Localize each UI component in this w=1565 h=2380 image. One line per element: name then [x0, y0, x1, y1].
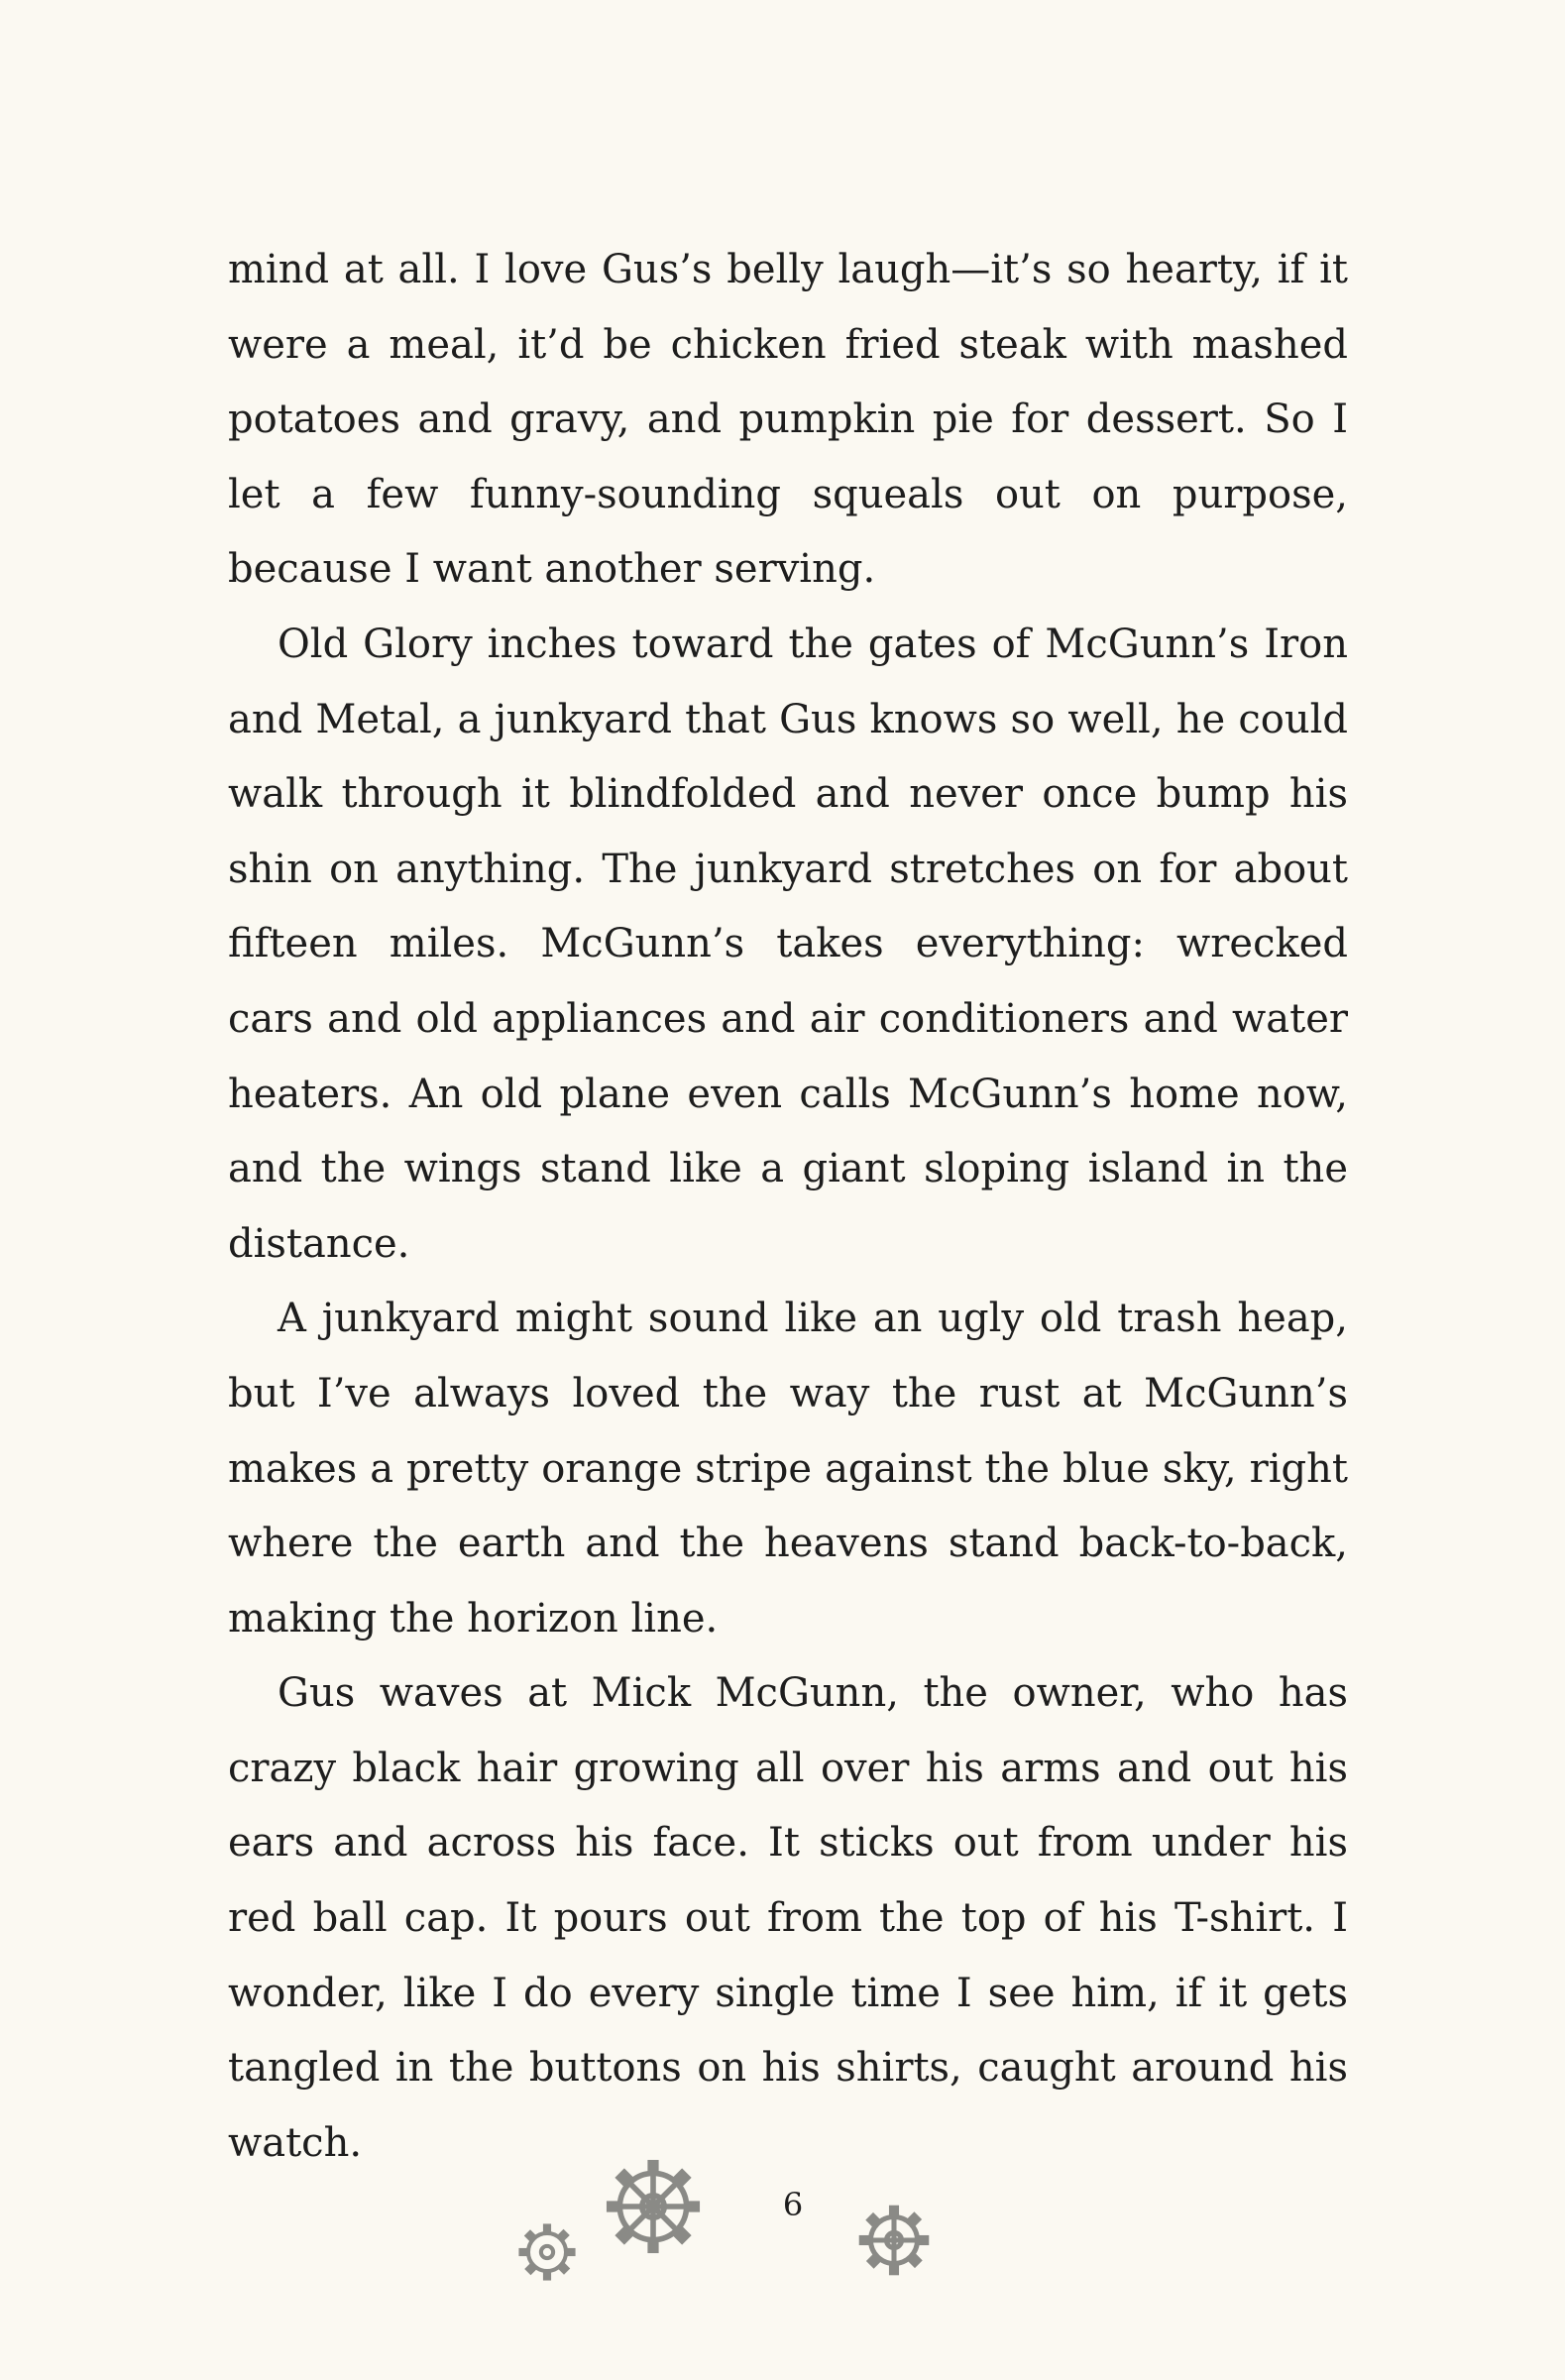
gear-icon [598, 2151, 709, 2262]
body-text [228, 233, 1348, 2181]
paragraph-3: A junkyard might sound like an ugly old trash heap, but I’ve always loved the way the rust at McGunn’s makes a pretty orange stripe against the blue sky, right where the earth and the heavens stand back-to-back, making the horizon line. [228, 1296, 1348, 1642]
page-number: 6 [782, 2186, 804, 2223]
gear-icon [513, 2218, 581, 2286]
gear-icon [852, 2199, 936, 2282]
paragraph-4: Gus waves at Mick McGunn, the owner, who has crazy black hair growing all over his arms and out his ears and across his face. It sticks out from under his red ball cap. It pours out from the top of his T-shirt. I wonder, like I do every single time I see him, if it gets tangled in the buttons on his shirts, caught around his watch. [228, 1670, 1348, 2166]
paragraph-2: Old Glory inches toward the gates of McGunn’s Iron and Metal, a junkyard that Gus knows so well, he could walk through it blindfolded and never once bump his shin on anything. The junkyard stretches on for about fifteen miles. McGunn’s takes everything: wrecked cars and old appliances and air conditioners and water heaters. An old plane even calls McGunn’s home now, and the wings stand like a giant sloping island in the distance. [228, 621, 1348, 1267]
page-footer [0, 2151, 1565, 2300]
paragraph-1: mind at all. I love Gus’s belly laugh—it’s so hearty, if it were a meal, it’d be chicken fried steak with mashed potatoes and gravy, and pumpkin pie for dessert. So I let a few funny-sounding squeals out on purpose, because I want another serving. [228, 247, 1348, 593]
